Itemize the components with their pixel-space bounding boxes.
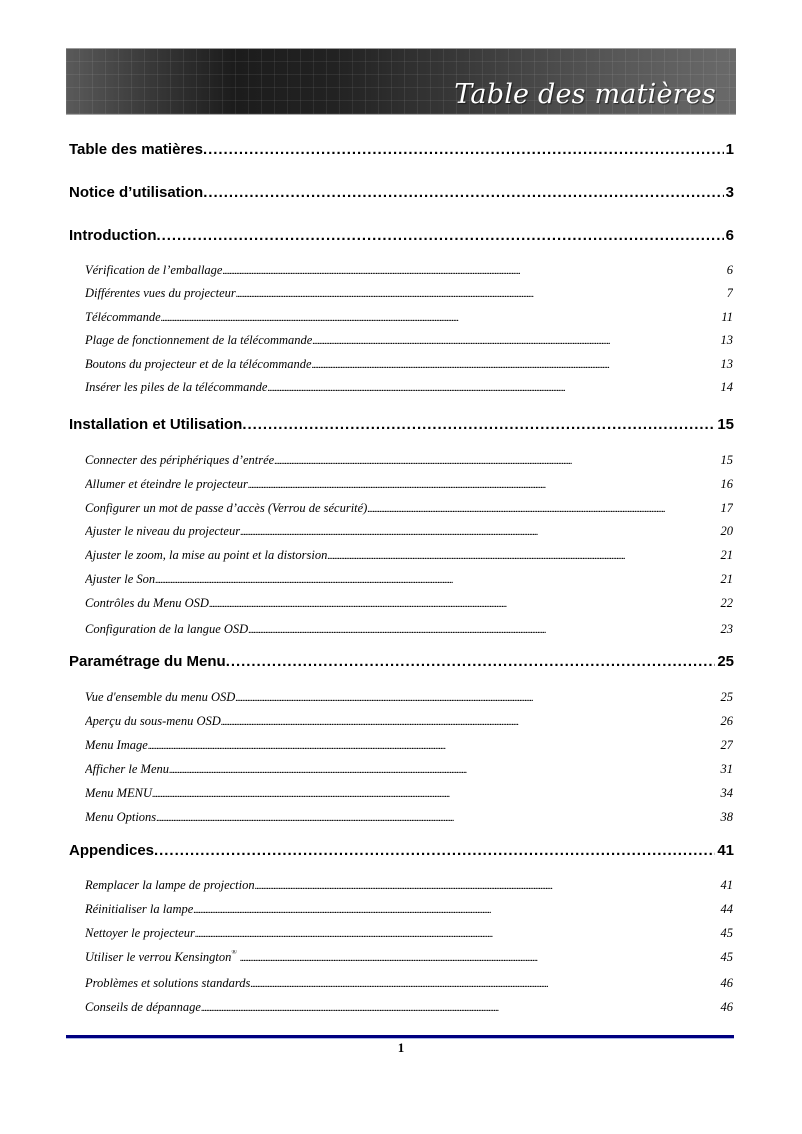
toc-section-title: Paramétrage du Menu bbox=[69, 653, 226, 670]
leader-dots bbox=[148, 738, 719, 753]
toc-item[interactable] bbox=[85, 976, 733, 992]
toc-section-title: Installation et Utilisation bbox=[69, 416, 243, 433]
toc-item-title: Conseils de dépannage bbox=[85, 1000, 201, 1014]
toc-item[interactable] bbox=[85, 714, 733, 730]
toc-item[interactable] bbox=[85, 926, 733, 942]
toc-page-number: 31 bbox=[720, 762, 733, 776]
toc-item-title: Menu MENU bbox=[85, 786, 152, 800]
toc-page-number: 15 bbox=[720, 453, 733, 467]
toc-item-title-text: Utiliser le verrou Kensington bbox=[85, 950, 232, 964]
toc-page-number: 23 bbox=[720, 622, 733, 636]
toc-item-title: Nettoyer le projecteur bbox=[85, 926, 195, 940]
toc-page-number: 41 bbox=[720, 878, 733, 892]
toc-page-number: 15 bbox=[717, 416, 734, 433]
toc-item-title: Insérer les piles de la télécommande bbox=[85, 380, 268, 394]
leader-dots bbox=[203, 184, 723, 201]
toc-item[interactable] bbox=[85, 596, 733, 612]
toc-item-title: Configuration de la langue OSD bbox=[85, 622, 249, 636]
toc-item-title: Différentes vues du projecteur bbox=[85, 286, 236, 300]
toc-item[interactable] bbox=[85, 762, 733, 778]
page-number: 1 bbox=[397, 1040, 405, 1055]
toc-page-number: 45 bbox=[720, 950, 733, 964]
leader-dots bbox=[203, 141, 724, 158]
toc-page-number: 11 bbox=[721, 310, 733, 324]
toc-item-title: Problèmes et solutions standards bbox=[85, 976, 251, 990]
toc-page-number: 34 bbox=[720, 786, 733, 800]
toc-item-title: Allumer et éteindre le projecteur bbox=[85, 477, 248, 491]
toc-item[interactable] bbox=[85, 263, 733, 279]
toc-item-title: Boutons du projecteur et de la télécommande bbox=[85, 357, 312, 371]
leader-dots bbox=[312, 333, 718, 348]
toc-item[interactable] bbox=[85, 477, 733, 493]
leader-dots bbox=[236, 286, 725, 301]
leader-dots bbox=[156, 227, 723, 244]
toc-item-title: Réinitialiser la lampe bbox=[85, 902, 194, 916]
toc-item-title: Télécommande bbox=[85, 310, 161, 324]
toc-item-title: Contrôles du Menu OSD bbox=[85, 596, 209, 610]
leader-dots bbox=[274, 453, 718, 468]
toc-section-title: Notice d’utilisation bbox=[69, 184, 204, 201]
toc-page-number: 27 bbox=[720, 738, 733, 752]
leader-dots bbox=[248, 477, 719, 492]
toc-page-number: 6 bbox=[726, 263, 733, 277]
leader-dots bbox=[195, 926, 719, 941]
leader-dots bbox=[169, 762, 719, 777]
toc-item[interactable] bbox=[85, 950, 733, 966]
toc-page-number: 26 bbox=[720, 714, 733, 728]
leader-dots bbox=[267, 380, 718, 395]
toc-section-title: Introduction bbox=[69, 227, 157, 244]
toc-page-number: 41 bbox=[717, 842, 734, 859]
toc-section-parametrage[interactable] bbox=[69, 653, 734, 673]
toc-section-introduction[interactable] bbox=[69, 227, 734, 247]
toc-page-number: 13 bbox=[720, 333, 733, 347]
leader-dots bbox=[250, 976, 718, 991]
toc-item[interactable] bbox=[85, 380, 733, 396]
toc-item-title: Ajuster le niveau du projecteur bbox=[85, 524, 241, 538]
toc-item-title: Plage de fonctionnement de la télécommande bbox=[85, 333, 313, 347]
footer-rule bbox=[66, 1035, 734, 1039]
toc-page-number: 6 bbox=[725, 227, 734, 244]
leader-dots bbox=[240, 524, 718, 539]
toc-page-number: 46 bbox=[720, 1000, 733, 1014]
toc-section-title: Appendices bbox=[69, 842, 155, 859]
toc-item[interactable] bbox=[85, 690, 733, 706]
leader-dots bbox=[242, 416, 715, 433]
leader-dots bbox=[161, 310, 720, 325]
toc-item-title: Vue d'ensemble du menu OSD bbox=[85, 690, 236, 704]
toc-page-number: 20 bbox=[720, 524, 733, 538]
toc-item-title: Aperçu du sous-menu OSD bbox=[85, 714, 221, 728]
toc-item[interactable] bbox=[85, 902, 733, 918]
toc-page-number: 16 bbox=[720, 477, 733, 491]
toc-section-title: Table des matières bbox=[69, 141, 203, 158]
toc-item[interactable] bbox=[85, 786, 733, 802]
page-title: Table des matières bbox=[454, 79, 716, 110]
leader-dots bbox=[209, 596, 719, 611]
toc-item[interactable] bbox=[85, 878, 733, 894]
toc-item[interactable] bbox=[85, 738, 733, 754]
toc-page-number: 7 bbox=[726, 286, 733, 300]
header-banner bbox=[66, 48, 736, 115]
leader-dots bbox=[235, 690, 718, 705]
leader-dots bbox=[367, 501, 718, 516]
registered-mark: ® bbox=[231, 950, 237, 956]
toc-page-number: 21 bbox=[720, 572, 733, 586]
toc-page-number: 45 bbox=[720, 926, 733, 940]
toc-item-title bbox=[85, 950, 240, 965]
toc-page-number: 21 bbox=[720, 548, 733, 562]
toc-page-number: 14 bbox=[720, 380, 733, 394]
toc-page-number: 25 bbox=[720, 690, 733, 704]
toc-item[interactable] bbox=[85, 286, 733, 302]
toc-item-title: Ajuster le zoom, la mise au point et la distorsion bbox=[85, 548, 328, 562]
toc-page-number: 1 bbox=[725, 141, 734, 158]
leader-dots bbox=[327, 548, 718, 563]
leader-dots bbox=[312, 357, 719, 372]
leader-dots bbox=[154, 842, 715, 859]
toc-item-title: Afficher le Menu bbox=[85, 762, 169, 776]
leader-dots bbox=[226, 653, 716, 670]
leader-dots bbox=[240, 950, 719, 965]
toc-item-title: Menu Options bbox=[85, 810, 157, 824]
toc-section-installation[interactable] bbox=[69, 416, 734, 436]
toc-item-title: Remplacer la lampe de projection bbox=[85, 878, 255, 892]
toc-item-title: Ajuster le Son bbox=[85, 572, 156, 586]
toc-item[interactable] bbox=[85, 622, 733, 638]
toc-item-title: Menu Image bbox=[85, 738, 148, 752]
toc-page-number: 13 bbox=[720, 357, 733, 371]
leader-dots bbox=[193, 902, 718, 917]
toc-item[interactable] bbox=[85, 548, 733, 564]
leader-dots bbox=[152, 786, 719, 801]
toc-item[interactable] bbox=[85, 453, 733, 469]
toc-page-number: 46 bbox=[720, 976, 733, 990]
toc-item[interactable] bbox=[85, 810, 733, 826]
leader-dots bbox=[248, 622, 718, 637]
toc-item[interactable] bbox=[85, 1000, 733, 1016]
toc-page-number: 17 bbox=[720, 501, 733, 515]
toc-page-number: 22 bbox=[720, 596, 733, 610]
leader-dots bbox=[201, 1000, 719, 1015]
toc-page-number: 25 bbox=[717, 653, 734, 670]
toc-item-title: Configurer un mot de passe d’accès (Verrou de sécurité) bbox=[85, 501, 368, 515]
toc-item[interactable] bbox=[85, 524, 733, 540]
leader-dots bbox=[255, 878, 719, 893]
toc-item-title: Connecter des périphériques d’entrée bbox=[85, 453, 275, 467]
toc-page-number: 3 bbox=[725, 184, 734, 201]
toc-page-number: 38 bbox=[720, 810, 733, 824]
toc-section-appendices[interactable] bbox=[69, 842, 734, 862]
toc-item[interactable] bbox=[85, 357, 733, 373]
toc-item[interactable] bbox=[85, 572, 733, 588]
toc-item[interactable] bbox=[85, 333, 733, 349]
toc-section-table-des-matieres[interactable] bbox=[69, 141, 734, 161]
toc-item[interactable] bbox=[85, 310, 733, 326]
leader-dots bbox=[155, 572, 718, 587]
leader-dots bbox=[221, 714, 719, 729]
toc-item[interactable] bbox=[85, 501, 733, 517]
leader-dots bbox=[156, 810, 718, 825]
toc-section-notice[interactable] bbox=[69, 184, 734, 204]
toc-page-number: 44 bbox=[720, 902, 733, 916]
toc-item-title: Vérification de l’emballage bbox=[85, 263, 223, 277]
leader-dots bbox=[222, 263, 724, 278]
